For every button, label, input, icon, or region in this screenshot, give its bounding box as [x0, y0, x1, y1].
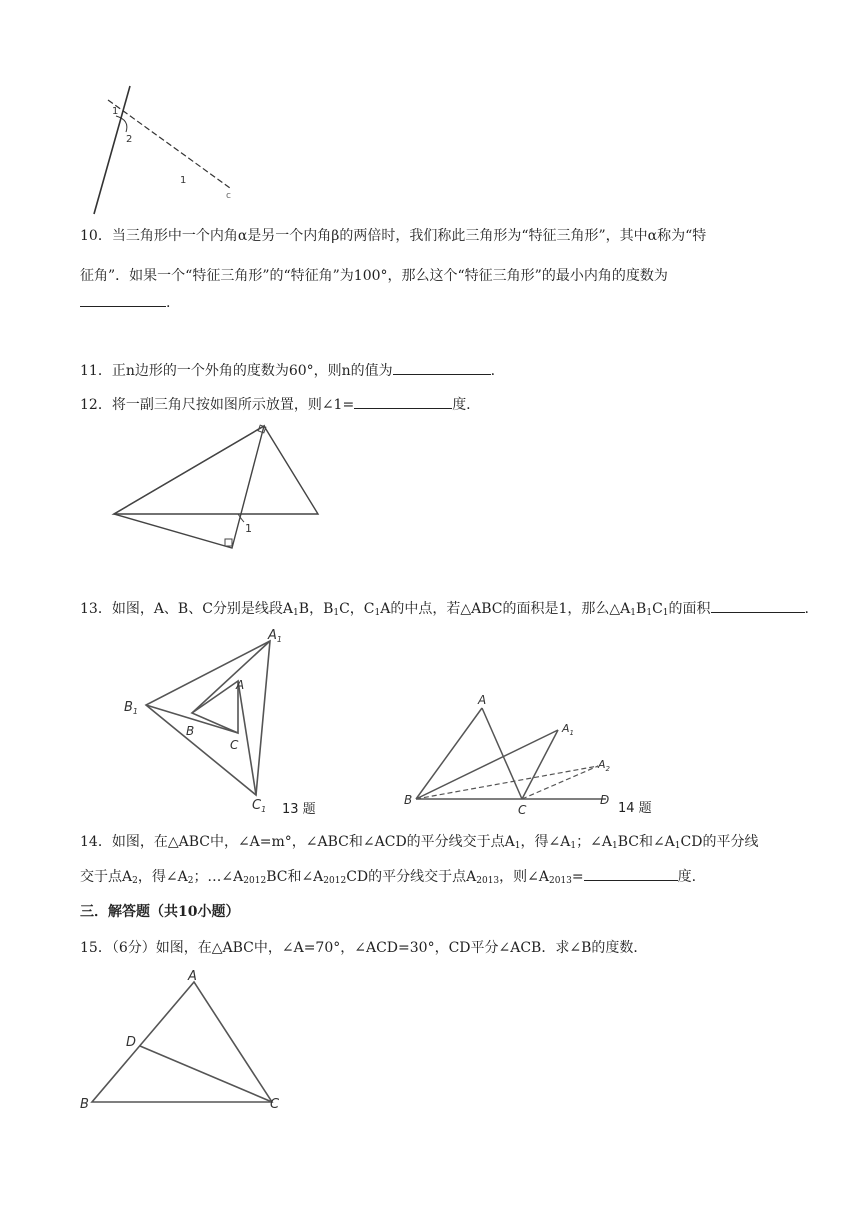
figure-q9	[80, 78, 260, 218]
q14-l2-text-a: 交于点A	[80, 869, 133, 885]
fig15-label-c: C	[270, 1097, 280, 1112]
q14-l2-text-f: ，则∠A	[499, 869, 549, 885]
q14-l2-sub-1: 2	[132, 876, 138, 886]
q13-sub-4: 1	[630, 608, 637, 618]
q14-l2-text-d: BC和∠A	[266, 869, 324, 885]
fig13-label-a: A	[236, 678, 245, 692]
q15-line: 15．（6分）如图，在△ABC中，∠A=70°，∠ACD=30°，CD平分∠ACB．求∠B的度数．	[80, 940, 648, 956]
fig13-label-b: B	[186, 724, 195, 738]
q14-l1-text-d: BC和∠A	[617, 834, 675, 850]
q13-text-5: B	[636, 601, 647, 617]
fig-top-label-3: 1	[180, 175, 187, 186]
fig14-label-a: A	[478, 693, 487, 707]
section-3-heading: 三．解答题（共10小题）	[80, 904, 240, 920]
q14-l1-sub-3: 1	[611, 841, 618, 851]
q13-sub-1: 1	[293, 608, 299, 618]
q14-l1-sub-4: 1	[674, 841, 681, 851]
triangle-abc-q15	[92, 982, 272, 1102]
q10-answer-blank[interactable]	[80, 292, 166, 307]
q10-line2: 征角”．如果一个“特征三角形”的“特征角”为100°，那么这个“特征三角形”的最小内角的度数为	[80, 268, 668, 284]
fig13-label-b1: $B_1$	[124, 700, 139, 716]
q14-l1-text-c: ；∠A	[576, 834, 612, 850]
right-angle-mark-bottom	[225, 539, 232, 546]
fig15-label-b: B	[80, 1097, 89, 1112]
q14-l1-sub-1: 1	[514, 841, 521, 851]
figure-q13	[120, 625, 340, 820]
q13-sub-5: 1	[646, 608, 653, 618]
q13-sub-2: 1	[333, 608, 340, 618]
fig14-label-d: D	[600, 793, 610, 807]
fig13-label-c1: $C_1$	[252, 798, 267, 814]
q12-text: 12．将一副三角尺按如图所示放置，则∠1=	[80, 397, 355, 413]
fig14-label-a2: $A_2$	[598, 758, 610, 773]
q13-text-3: C，C	[339, 601, 375, 617]
figure-q12	[108, 420, 328, 555]
q13-text-4: A的中点，若△ABC的面积是1，那么△A	[380, 601, 631, 617]
q14-l1-text-e: CD的平分线	[680, 834, 759, 850]
q14-answer-blank[interactable]	[584, 866, 678, 881]
q14-l2-text-b: ，得∠A	[137, 869, 188, 885]
q14-end: 度.	[677, 869, 697, 885]
segment-ba	[416, 708, 482, 799]
segment-ba1	[416, 730, 558, 799]
q14-line1	[80, 832, 758, 856]
q14-l2-sub-4: 2012	[323, 876, 347, 886]
figure-q14	[400, 690, 670, 820]
q14-l2-sub-6: 2013	[549, 876, 572, 886]
fig14-label-c: C	[518, 803, 527, 817]
q14-l2-sub-2: 2	[187, 876, 194, 886]
q13-text-7: 的面积	[668, 601, 711, 617]
q14-line2	[80, 866, 696, 891]
q11-line	[80, 360, 495, 381]
right-angle-mark-top	[258, 425, 266, 433]
q14-l2-text-e: CD的平分线交于点A	[346, 869, 477, 885]
q13-line	[80, 598, 809, 623]
segment-a1a	[192, 641, 270, 713]
q13-text-6: C	[652, 601, 663, 617]
segment-ca2	[522, 766, 598, 799]
q13-text-2: B，B	[298, 601, 334, 617]
q14-l1-sub-2: 1	[570, 841, 577, 851]
q14-l2-sub-3: 2012	[243, 876, 267, 886]
triangle-set-square-1	[114, 426, 318, 514]
q11-end: .	[490, 363, 496, 379]
q14-l2-sub-5: 2013	[476, 876, 500, 886]
q13-answer-blank[interactable]	[711, 598, 805, 613]
fig13-label-c: C	[230, 738, 239, 752]
q12-line	[80, 394, 471, 415]
segment-c1c	[238, 681, 256, 795]
q13-sub-3: 1	[374, 608, 381, 618]
q12-answer-blank[interactable]	[354, 394, 452, 409]
q14-l1-text-a: 14．如图，在△ABC中，∠A=m°，∠ABC和∠ACD的平分线交于点A	[80, 834, 515, 850]
q10-line1: 10．当三角形中一个内角α是另一个内角β的两倍时，我们称此三角形为“特征三角形”，其中α称为“特	[80, 228, 707, 244]
q14-l1-text-b: ，得∠A	[520, 834, 571, 850]
fig15-label-d: D	[126, 1035, 137, 1050]
q10-end: .	[166, 295, 171, 311]
fig13-caption: 13 题	[282, 802, 316, 817]
fig-top-label-2: 2	[126, 134, 133, 145]
triangle-a1b1c1	[146, 641, 270, 795]
q14-l2-text-g: =	[571, 869, 584, 885]
fig15-label-a: A	[188, 969, 197, 984]
q12-end: 度.	[452, 397, 471, 413]
segment-ca1	[522, 730, 558, 799]
fig14-label-a1: $A_1$	[562, 722, 574, 737]
q11-answer-blank[interactable]	[393, 360, 491, 375]
fig-top-label-1: 1	[112, 106, 119, 117]
fig14-caption: 14 题	[618, 801, 652, 816]
q13-sub-6: 1	[662, 608, 669, 618]
q14-l2-text-c: ；…∠A	[193, 869, 244, 885]
fig-top-label-c: c	[226, 191, 231, 201]
triangle-set-square-2	[114, 426, 264, 548]
q10-answer-line	[80, 292, 170, 313]
segment-ba2	[416, 766, 598, 799]
q13-text-1: 13．如图，A、B、C分别是线段A	[80, 601, 294, 617]
segment-cd	[140, 1046, 272, 1102]
fig13-label-a1: $A_1$	[268, 628, 282, 644]
figure-q15	[76, 964, 296, 1114]
q13-end: .	[804, 601, 809, 617]
fig12-label-1: 1	[245, 522, 252, 535]
fig14-label-b: B	[404, 793, 413, 807]
q11-text: 11．正n边形的一个外角的度数为60°，则n的值为	[80, 363, 393, 379]
